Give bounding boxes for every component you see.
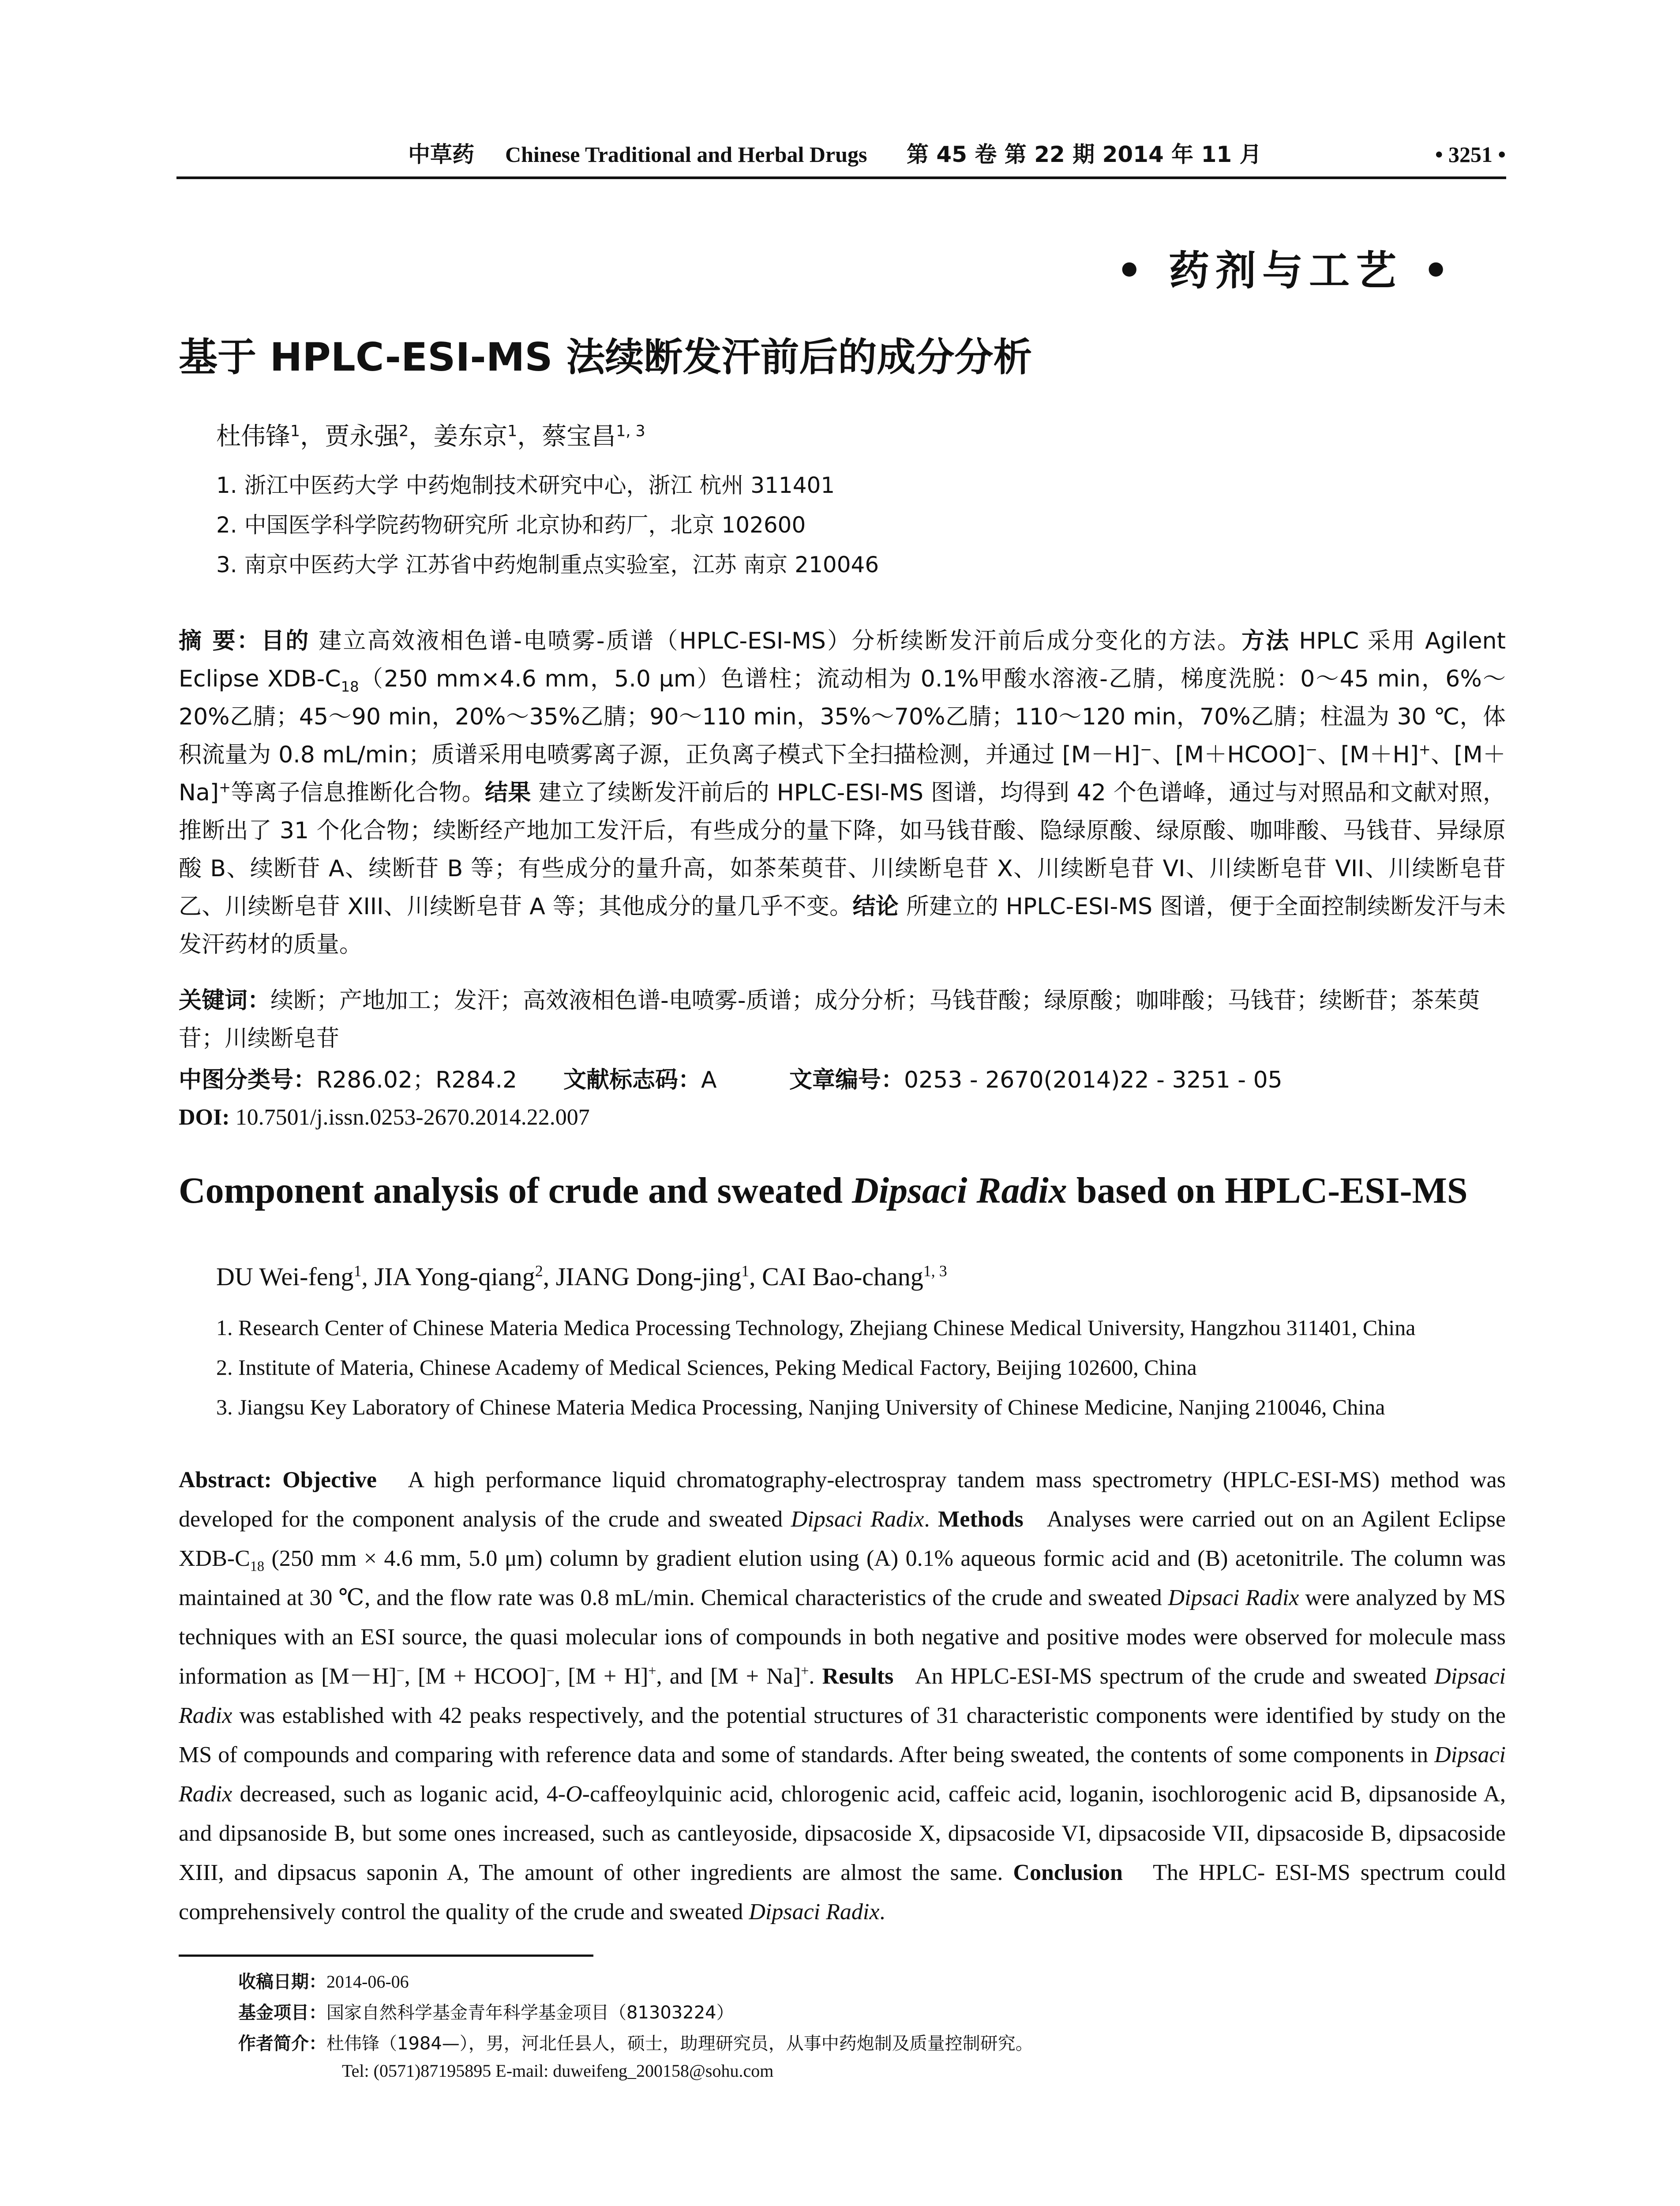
- author-name: , CAI Bao-chang: [749, 1262, 923, 1291]
- keywords-text: 续断；产地加工；发汗；高效液相色谱-电喷雾-质谱；成分分析；马钱苷酸；绿原酸；咖啡酸；马钱苷；续断苷；茶茱萸苷；川续断皂苷: [179, 987, 1480, 1052]
- separator: ，: [300, 422, 325, 451]
- methods-label: Methods: [938, 1507, 1024, 1532]
- results-label: Results: [822, 1664, 894, 1689]
- methods-text: .: [809, 1664, 815, 1689]
- results-label: 结果: [485, 780, 531, 806]
- footnote-fund: [238, 1999, 734, 2024]
- results-text: An HPLC-ESI-MS spectrum of the crude and sweated: [915, 1664, 1435, 1689]
- abstract-en: [179, 1460, 1506, 1932]
- article-number-value: 0253 - 2670(2014)22 - 3251 - 05: [904, 1067, 1282, 1093]
- conclusion-text: The HPLC- ESI-MS spectrum could comprehensively control the quality of the crude and sweated: [179, 1860, 1506, 1925]
- received-label: 收稿日期：: [238, 1972, 326, 1992]
- affiliation-marker: 1, 3: [616, 422, 645, 440]
- doi-label: DOI:: [179, 1105, 230, 1130]
- running-header: [179, 139, 1506, 170]
- page-number: • 3251 •: [1435, 142, 1506, 167]
- classification-line: [179, 1061, 1506, 1099]
- author-name: 姜东京: [433, 422, 508, 451]
- affiliation-en-3: 3. Jiangsu Key Laboratory of Chinese Materia Medica Processing, Nanjing University of Chinese Medicine, Nanjing 210046, China: [216, 1395, 1385, 1419]
- abstract-label: 摘 要：: [179, 628, 262, 654]
- superscript: +: [648, 1662, 656, 1679]
- article-number-label: 文章编号：: [789, 1067, 904, 1093]
- objective-label: 目的: [261, 628, 310, 654]
- methods-text: Analyses were carried out on an Agilent Eclipse XDB-C: [179, 1507, 1506, 1571]
- keywords-label: 关键词：: [179, 987, 271, 1014]
- methods-text: (250 mm × 4.6 mm, 5.0 μm) column by gradient elution using (A) 0.1% aqueous formic acid and (B) acetonitrile. The column was maintained at 30 ℃, and the flow rate was 0.8 mL/min. Chemical characteristics of the crude and sweated: [179, 1546, 1506, 1610]
- conclusion-label: Conclusion: [1013, 1860, 1123, 1885]
- title-italic: Dipsaci Radix: [852, 1170, 1067, 1211]
- volume-issue: 第 45 卷 第 22 期 2014 年 11 月: [907, 142, 1262, 167]
- ion-text: 、[M＋HCOO]: [1152, 742, 1306, 768]
- subscript: 18: [250, 1558, 265, 1574]
- journal-name-en: Chinese Traditional and Herbal Drugs: [505, 142, 867, 167]
- footnote-author: [238, 2030, 1033, 2055]
- fund-text: 国家自然科学基金青年科学基金项目（81303224）: [326, 2003, 734, 2023]
- objective-text: 建立高效液相色谱-电喷雾-质谱（HPLC-ESI-MS）分析续断发汗前后成分变化的方法。: [319, 628, 1242, 654]
- conclusion-text: 所建立的 HPLC-ESI-MS 图谱，便于全面控制续断发汗与未发汗药材的质量。: [179, 893, 1506, 958]
- footnote-rule: [179, 1955, 593, 1957]
- affiliation-marker: 1: [353, 1262, 362, 1280]
- superscript: +: [1418, 741, 1431, 758]
- doi-value[interactable]: 10.7501/j.issn.0253-2670.2014.22.007: [235, 1105, 590, 1130]
- author-name: 贾永强: [325, 422, 399, 451]
- affiliation-marker: 1, 3: [923, 1262, 947, 1280]
- author-bio-label: 作者简介：: [238, 2033, 326, 2054]
- italic-term: Dipsaci Radix: [1168, 1585, 1299, 1610]
- results-text: -caffeoylquinic acid, chlorogenic acid, caffeic acid, loganin, isochlorogenic acid B, dipsanoside A, and dipsanoside B, but some ones increased, such as cantleyoside, dipsacoside X, dipsacoside VI, dipsacoside VII, dipsacoside B, dipsacoside XIII, and dipsacus saponin A, The amount of other ingredients are almost the same.: [179, 1782, 1506, 1885]
- ion-text: , [M + H]: [555, 1664, 649, 1689]
- keywords-cn: [179, 982, 1506, 1058]
- superscript: −: [1140, 741, 1152, 758]
- doc-code-label: 文献标志码：: [563, 1067, 701, 1093]
- clc-label: 中图分类号：: [179, 1067, 317, 1093]
- results-text: decreased, such as loganic acid, 4-: [232, 1782, 566, 1807]
- section-tag: • 药剂与工艺 •: [1116, 247, 1455, 294]
- author-name: DU Wei-feng: [216, 1262, 354, 1291]
- header-rule: [176, 176, 1506, 179]
- authors-en: [216, 1262, 947, 1291]
- methods-text: （250 mm×4.6 mm，5.0 μm）色谱柱；流动相为 0.1%甲酸水溶液-乙腈，梯度洗脱：0～45 min，6%～20%乙腈；45～90 min，20%～35%乙腈；90～110 min，35%～70%乙腈；110～120 min，70%乙腈；柱温为 30 ℃，体积流量为 0.8 mL/min；质谱采用电喷雾离子源，正负离子模式下全扫描检测，并通过 [M－H]: [179, 666, 1506, 768]
- superscript: −: [546, 1662, 555, 1679]
- ion-text: 、[M＋H]: [1317, 742, 1419, 768]
- conclusion-label: 结论: [852, 893, 899, 920]
- author-name: , JIANG Dong-jing: [543, 1262, 742, 1291]
- title-text: Component analysis of crude and sweated: [179, 1170, 852, 1211]
- doi-line: [179, 1099, 590, 1137]
- journal-name-cn: 中草药: [408, 142, 474, 167]
- ion-text: , and [M + Na]: [656, 1664, 801, 1689]
- separator: ，: [517, 422, 542, 451]
- methods-text: were analyzed by MS techniques with an ESI source, the quasi molecular ions of compounds in both negative and positive modes were observed for molecule mass information as [M－H]: [179, 1585, 1506, 1689]
- author-name: 蔡宝昌: [542, 422, 616, 451]
- italic-term: O: [566, 1782, 582, 1807]
- results-text: was established with 42 peaks respectively, and the potential structures of 31 characteristic components were identified by study on the MS of compounds and comparing with reference data and some of standards. After being sweated, the contents of some components in: [179, 1703, 1506, 1767]
- separator: ，: [409, 422, 434, 451]
- methods-label: 方法: [1241, 628, 1290, 654]
- superscript: +: [219, 779, 231, 796]
- superscript: −: [396, 1662, 405, 1679]
- abstract-cn: [179, 622, 1506, 964]
- superscript: +: [801, 1662, 809, 1679]
- italic-term: Dipsaci Radix: [179, 1664, 1506, 1728]
- abstract-objective-label: Abstract: Objective: [179, 1467, 377, 1493]
- doc-code-value: A: [701, 1067, 717, 1093]
- received-date: 2014-06-06: [326, 1972, 409, 1992]
- italic-term: Dipsaci Radix: [179, 1742, 1506, 1807]
- italic-term: Dipsaci Radix: [749, 1899, 880, 1925]
- italic-term: Dipsaci Radix: [791, 1507, 924, 1532]
- objective-text: .: [924, 1507, 930, 1532]
- results-text: 建立了续断发汗前后的 HPLC-ESI-MS 图谱，均得到 42 个色谱峰，通过与对照品和文献对照，推断出了 31 个化合物；续断经产地加工发汗后，有些成分的量下降，如马钱苷酸、隐绿原酸、绿原酸、咖啡酸、马钱苷、异绿原酸 B、续断苷 A、续断苷 B 等；有些成分的量升高，如茶茱萸苷、川续断皂苷 X、川续断皂苷 VI、川续断皂苷 VII、川续断皂苷乙、川续断皂苷 XIII、川续断皂苷 A 等；其他成分的量几乎不变。: [179, 780, 1506, 920]
- footnote-contact: Tel: (0571)87195895 E-mail: duweifeng_200158@sohu.com: [342, 2061, 774, 2081]
- article-title-en: [179, 1169, 1468, 1212]
- subscript: 18: [341, 678, 359, 695]
- superscript: −: [1305, 741, 1318, 758]
- affiliation-marker: 1: [741, 1262, 750, 1280]
- affiliation-en-2: 2. Institute of Materia, Chinese Academy of Medical Sciences, Peking Medical Factory, Beijing 102600, China: [216, 1355, 1197, 1380]
- authors-cn: [216, 417, 645, 452]
- affiliation-marker: 2: [535, 1262, 543, 1280]
- title-text: based on HPLC-ESI-MS: [1067, 1170, 1468, 1211]
- affiliation-marker: 1: [290, 422, 300, 440]
- affiliation-cn-3: 3. 南京中医药大学 江苏省中药炮制重点实验室，江苏 南京 210046: [216, 552, 879, 578]
- affiliation-en-1: 1. Research Center of Chinese Materia Medica Processing Technology, Zhejiang Chinese Medical University, Hangzhou 311401, China: [216, 1315, 1416, 1340]
- author-name: , JIA Yong-qiang: [361, 1262, 535, 1291]
- affiliation-marker: 2: [399, 422, 409, 440]
- ion-text: 、[M＋Na]: [179, 742, 1506, 806]
- author-name: 杜伟锋: [216, 422, 290, 451]
- footnote-received: [238, 1968, 409, 1993]
- conclusion-text: .: [879, 1899, 885, 1925]
- author-bio-text: 杜伟锋（1984—），男，河北任县人，硕士，助理研究员，从事中药炮制及质量控制研究。: [326, 2033, 1033, 2054]
- affiliation-marker: 1: [507, 422, 518, 440]
- affiliation-cn-2: 2. 中国医学科学院药物研究所 北京协和药厂，北京 102600: [216, 512, 806, 538]
- ion-text: , [M + HCOO]: [404, 1664, 547, 1689]
- affiliation-cn-1: 1. 浙江中医药大学 中药炮制技术研究中心，浙江 杭州 311401: [216, 473, 835, 498]
- methods-text: HPLC 采用 Agilent Eclipse XDB-C: [179, 628, 1506, 692]
- methods-text: 等离子信息推断化合物。: [231, 780, 485, 806]
- clc-value: R286.02；R284.2: [316, 1067, 518, 1093]
- objective-text: A high performance liquid chromatography-electrospray tandem mass spectrometry (HPLC-ESI-MS) method was developed for the component analysis of the crude and sweated: [179, 1467, 1506, 1532]
- article-title-cn: 基于 HPLC-ESI-MS 法续断发汗前后的成分分析: [179, 334, 1032, 380]
- fund-label: 基金项目：: [238, 2003, 326, 2023]
